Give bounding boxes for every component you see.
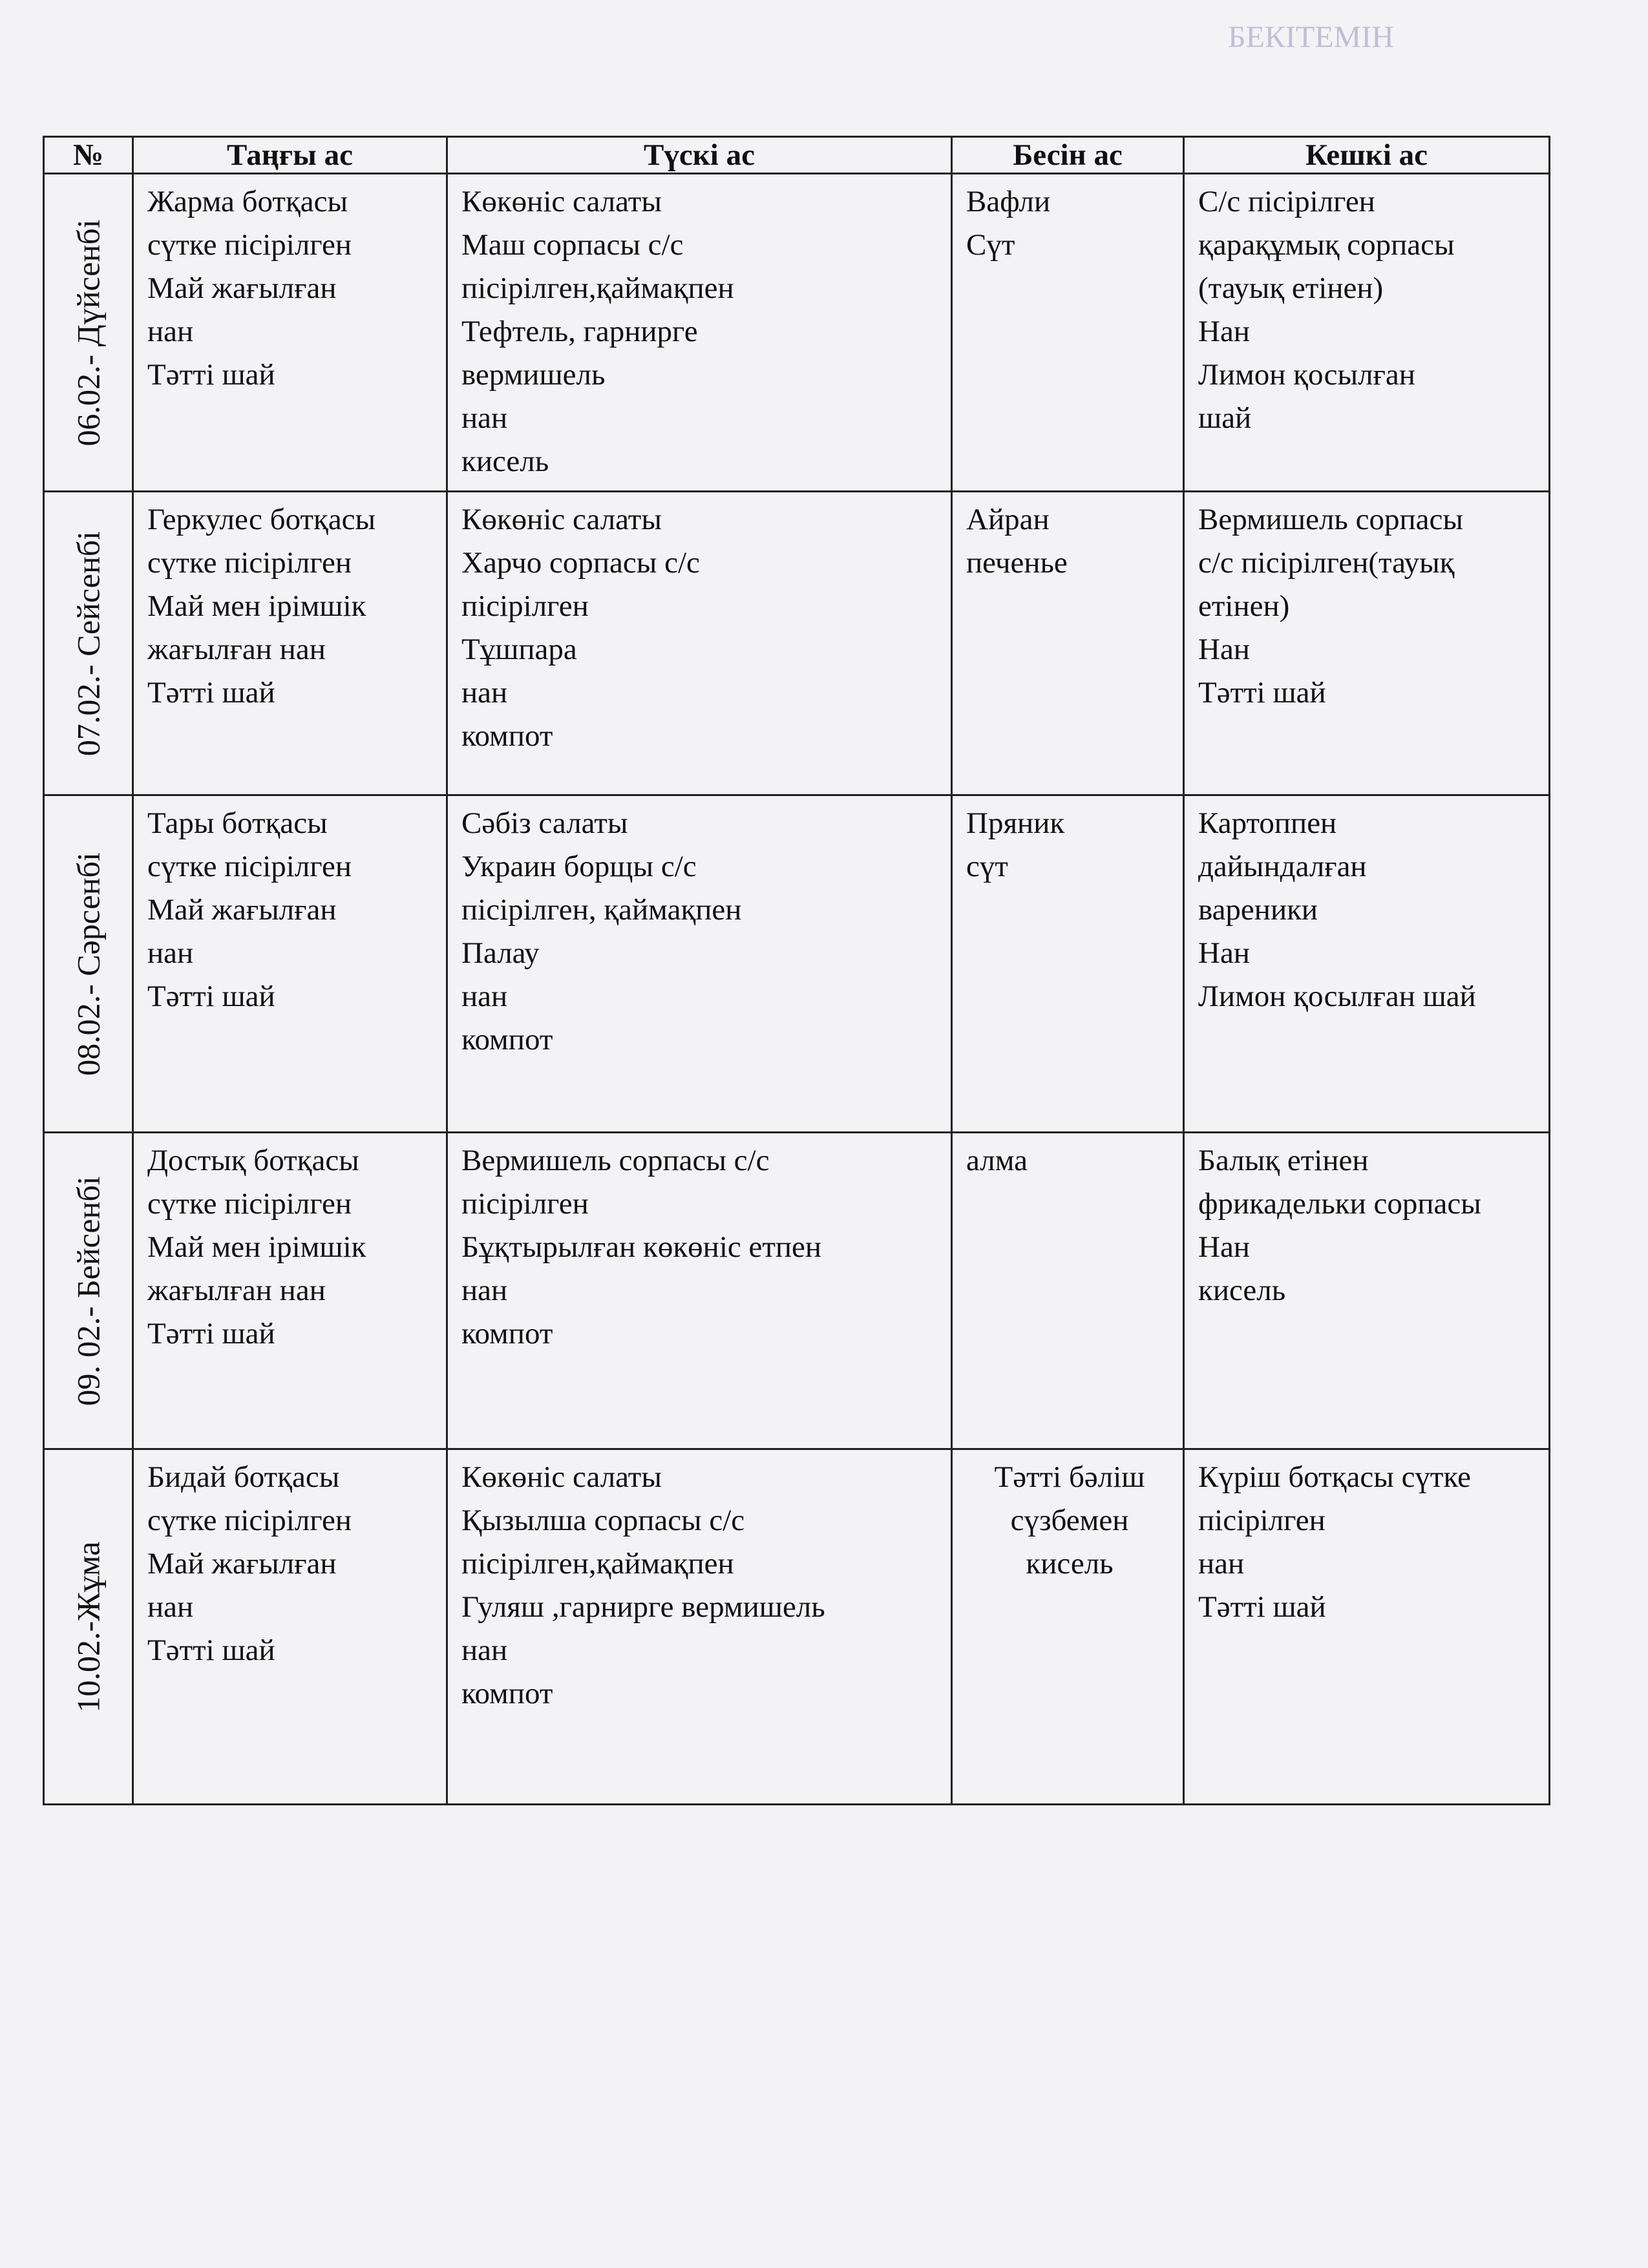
menu-item: Тәтті шай bbox=[147, 1633, 275, 1667]
menu-item: Тәтті шай bbox=[147, 980, 275, 1013]
lunch-cell bbox=[447, 1133, 952, 1449]
menu-item: Тәтті шай bbox=[147, 676, 275, 709]
day-label: 10.02.-Жұма bbox=[70, 1541, 106, 1712]
menu-item: Жарма ботқасы bbox=[147, 185, 348, 218]
menu-item: Бұқтырылған көкөніс етпен bbox=[461, 1230, 822, 1264]
menu-item: сүзбемен bbox=[1010, 1504, 1129, 1537]
menu-item: Май жағылған bbox=[147, 271, 337, 305]
menu-item: Көкөніс салаты bbox=[461, 503, 662, 536]
menu-item: нан bbox=[147, 936, 194, 970]
lunch-cell bbox=[447, 1449, 952, 1805]
menu-item: дайындалған bbox=[1198, 850, 1367, 883]
menu-item: Нан bbox=[1198, 936, 1250, 970]
menu-item: Тәтті шай bbox=[1198, 676, 1326, 709]
menu-item: сүт bbox=[966, 850, 1008, 883]
menu-item: Тефтель, гарнирге bbox=[461, 315, 698, 348]
breakfast-cell bbox=[133, 795, 447, 1133]
dinner-cell bbox=[1184, 492, 1550, 795]
menu-item: нан bbox=[461, 676, 508, 709]
header-row bbox=[44, 137, 1550, 174]
menu-item: Тәтті шай bbox=[147, 1317, 275, 1350]
menu-item: нан bbox=[147, 1590, 194, 1624]
lunch-cell bbox=[447, 795, 952, 1133]
menu-item: Май мен ірімшік bbox=[147, 589, 366, 623]
dinner-cell bbox=[1184, 1133, 1550, 1449]
menu-item: Тәтті бәліш bbox=[994, 1460, 1145, 1494]
menu-item: Вафли bbox=[966, 185, 1051, 218]
snack-cell bbox=[952, 795, 1184, 1133]
header-breakfast: Таңғы ас bbox=[133, 137, 447, 174]
menu-item: Тары ботқасы bbox=[147, 806, 328, 840]
day-label: 08.02.- Сәрсенбі bbox=[70, 852, 106, 1076]
menu-item: кисель bbox=[1026, 1547, 1114, 1580]
table-row bbox=[44, 174, 1550, 492]
menu-item: Геркулес ботқасы bbox=[147, 503, 376, 536]
menu-item: Нан bbox=[1198, 315, 1250, 348]
snack-cell bbox=[952, 492, 1184, 795]
menu-item: нан bbox=[461, 980, 508, 1013]
header-lunch: Түскі ас bbox=[447, 137, 952, 174]
menu-item: қарақұмық сорпасы bbox=[1198, 228, 1455, 262]
lunch-cell bbox=[447, 174, 952, 492]
menu-item: жағылған нан bbox=[147, 633, 326, 666]
menu-item: жағылған нан bbox=[147, 1274, 326, 1307]
menu-item: Пряник bbox=[966, 806, 1065, 840]
dinner-cell bbox=[1184, 1449, 1550, 1805]
header-dinner: Кешкі ас bbox=[1184, 137, 1550, 174]
day-label: 07.02.- Сейсенбі bbox=[70, 530, 106, 756]
menu-item: сүтке пісірілген bbox=[147, 850, 352, 883]
breakfast-cell bbox=[133, 174, 447, 492]
menu-item: пісірілген,қаймақпен bbox=[461, 271, 734, 305]
menu-item: кисель bbox=[461, 445, 549, 478]
day-cell bbox=[44, 492, 133, 795]
menu-item: компот bbox=[461, 719, 553, 753]
menu-item: Бидай ботқасы bbox=[147, 1460, 340, 1494]
table-row bbox=[44, 795, 1550, 1133]
breakfast-cell bbox=[133, 492, 447, 795]
day-label: 06.02.- Дүйсенбі bbox=[70, 218, 106, 446]
menu-item: Тәтті шай bbox=[1198, 1590, 1326, 1624]
menu-item: Балық етінен bbox=[1198, 1144, 1369, 1177]
snack-cell bbox=[952, 1133, 1184, 1449]
menu-item: пісірілген,қаймақпен bbox=[461, 1547, 734, 1580]
menu-item: компот bbox=[461, 1317, 553, 1350]
menu-item: шай bbox=[1198, 401, 1252, 435]
menu-item: нан bbox=[1198, 1547, 1245, 1580]
menu-item: вареники bbox=[1198, 893, 1318, 927]
menu-item: фрикадельки сорпасы bbox=[1198, 1187, 1481, 1221]
day-label: 09. 02.- Бейсенбі bbox=[70, 1175, 106, 1406]
day-cell bbox=[44, 795, 133, 1133]
menu-item: Нан bbox=[1198, 633, 1250, 666]
menu-item: Май жағылған bbox=[147, 1547, 337, 1580]
menu-item: Лимон қосылған bbox=[1198, 358, 1415, 392]
menu-item: Тұшпара bbox=[461, 633, 577, 666]
menu-item: Күріш ботқасы сүтке bbox=[1198, 1460, 1471, 1494]
menu-item: Көкөніс салаты bbox=[461, 1460, 662, 1494]
menu-item: етінен) bbox=[1198, 589, 1290, 623]
menu-item: Көкөніс салаты bbox=[461, 185, 662, 218]
menu-item: сүтке пісірілген bbox=[147, 1504, 352, 1537]
menu-item: Май жағылған bbox=[147, 893, 337, 927]
menu-item: нан bbox=[461, 1274, 508, 1307]
menu-item: нан bbox=[461, 401, 508, 435]
menu-item: вермишель bbox=[461, 358, 606, 392]
menu-item: компот bbox=[461, 1023, 553, 1056]
menu-item: Май мен ірімшік bbox=[147, 1230, 366, 1264]
menu-item: Нан bbox=[1198, 1230, 1250, 1264]
menu-item: Қызылша сорпасы с/с bbox=[461, 1504, 745, 1537]
stamp-title: БЕКІТЕМІН bbox=[1228, 20, 1394, 54]
menu-item: нан bbox=[147, 315, 194, 348]
menu-item: сүтке пісірілген bbox=[147, 546, 352, 580]
weekly-menu-table bbox=[43, 136, 1550, 1805]
menu-item: Гуляш ,гарнирге вермишель bbox=[461, 1590, 825, 1624]
table-row bbox=[44, 1449, 1550, 1805]
menu-item: Вермишель сорпасы с/с bbox=[461, 1144, 770, 1177]
menu-item: Палау bbox=[461, 936, 540, 970]
day-cell bbox=[44, 1133, 133, 1449]
menu-item: Тәтті шай bbox=[147, 358, 275, 392]
menu-item: Сәбіз салаты bbox=[461, 806, 628, 840]
menu-item: Картоппен bbox=[1198, 806, 1337, 840]
menu-item: печенье bbox=[966, 546, 1068, 580]
lunch-cell bbox=[447, 492, 952, 795]
menu-item: Достық ботқасы bbox=[147, 1144, 359, 1177]
menu-item: С/с пісірілген bbox=[1198, 185, 1375, 218]
dinner-cell bbox=[1184, 174, 1550, 492]
menu-item: пісірілген bbox=[1198, 1504, 1326, 1537]
menu-item: сүтке пісірілген bbox=[147, 228, 352, 262]
menu-item: Айран bbox=[966, 503, 1050, 536]
day-cell bbox=[44, 174, 133, 492]
menu-item: сүтке пісірілген bbox=[147, 1187, 352, 1221]
menu-item: с/с пісірілген(тауық bbox=[1198, 546, 1455, 580]
breakfast-cell bbox=[133, 1449, 447, 1805]
menu-item: Лимон қосылған шай bbox=[1198, 980, 1476, 1013]
menu-item: пісірілген bbox=[461, 589, 589, 623]
day-cell bbox=[44, 1449, 133, 1805]
dinner-cell bbox=[1184, 795, 1550, 1133]
table-row bbox=[44, 1133, 1550, 1449]
breakfast-cell bbox=[133, 1133, 447, 1449]
menu-item: алма bbox=[966, 1144, 1028, 1177]
header-snack: Бесін ас bbox=[952, 137, 1184, 174]
menu-item: Маш сорпасы с/с bbox=[461, 228, 684, 262]
snack-cell bbox=[952, 174, 1184, 492]
menu-item: Вермишель сорпасы bbox=[1198, 503, 1463, 536]
menu-item: компот bbox=[461, 1677, 553, 1710]
menu-item: кисель bbox=[1198, 1274, 1286, 1307]
menu-item: пісірілген, қаймақпен bbox=[461, 893, 742, 927]
header-number: № bbox=[44, 137, 133, 174]
menu-item: Украин борщы с/с bbox=[461, 850, 697, 883]
menu-item: Сүт bbox=[966, 228, 1015, 262]
menu-item: (тауық етінен) bbox=[1198, 271, 1384, 305]
menu-item: Харчо сорпасы с/с bbox=[461, 546, 700, 580]
snack-cell bbox=[952, 1449, 1184, 1805]
menu-item: нан bbox=[461, 1633, 508, 1667]
table-row bbox=[44, 492, 1550, 795]
menu-item: пісірілген bbox=[461, 1187, 589, 1221]
